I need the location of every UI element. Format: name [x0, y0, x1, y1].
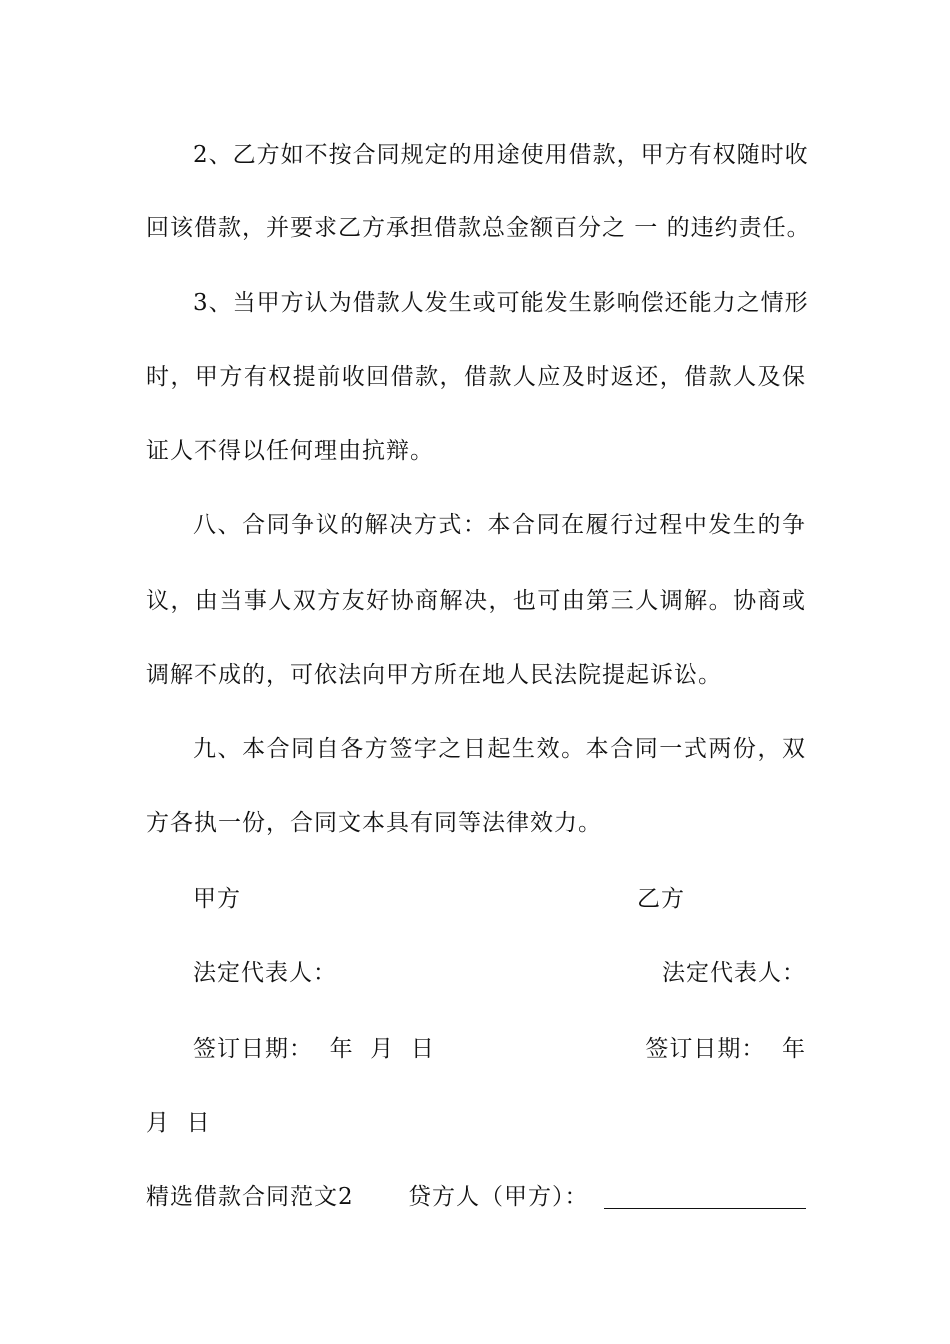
- paragraph-3-line-2: 时，甲方有权提前收回借款，借款人应及时返还，借款人及保: [146, 364, 806, 390]
- party-a-representative-label: 法定代表人：: [193, 960, 337, 986]
- party-a-signing-date: 签订日期： 年 月 日: [193, 1036, 435, 1062]
- paragraph-8-line-1: 八、合同争议的解决方式：本合同在履行过程中发生的争: [193, 512, 806, 538]
- paragraph-3-line-1: 3、当甲方认为借款人发生或可能发生影响偿还能力之情形: [193, 290, 809, 316]
- party-b-signing-date-continued: 月 日: [146, 1110, 211, 1136]
- next-contract-title: 精选借款合同范文2: [146, 1184, 354, 1210]
- next-contract-heading-line: [146, 1182, 806, 1212]
- paragraph-2-line-1: 2、乙方如不按合同规定的用途使用借款，甲方有权随时收: [193, 142, 809, 168]
- party-b-representative-label: 法定代表人：: [662, 960, 806, 986]
- paragraph-9-line-1: 九、本合同自各方签字之日起生效。本合同一式两份，双: [193, 736, 806, 762]
- lender-party-a-label: 贷方人（甲方）：: [408, 1184, 589, 1210]
- paragraph-8-line-3: 调解不成的，可依法向甲方所在地人民法院提起诉讼。: [146, 662, 722, 688]
- paragraph-3-line-3: 证人不得以任何理由抗辩。: [146, 438, 434, 464]
- paragraph-9-line-2: 方各执一份，合同文本具有同等法律效力。: [146, 810, 602, 836]
- lender-name-blank-line: [604, 1208, 806, 1209]
- paragraph-8-line-2: 议，由当事人双方友好协商解决，也可由第三人调解。协商或: [146, 588, 806, 614]
- paragraph-2-line-2: 回该借款，并要求乙方承担借款总金额百分之 一 的违约责任。: [146, 215, 811, 241]
- party-b-label: 乙方: [637, 886, 685, 912]
- party-a-label: 甲方: [193, 886, 241, 912]
- party-b-signing-date: 签订日期： 年: [645, 1036, 806, 1062]
